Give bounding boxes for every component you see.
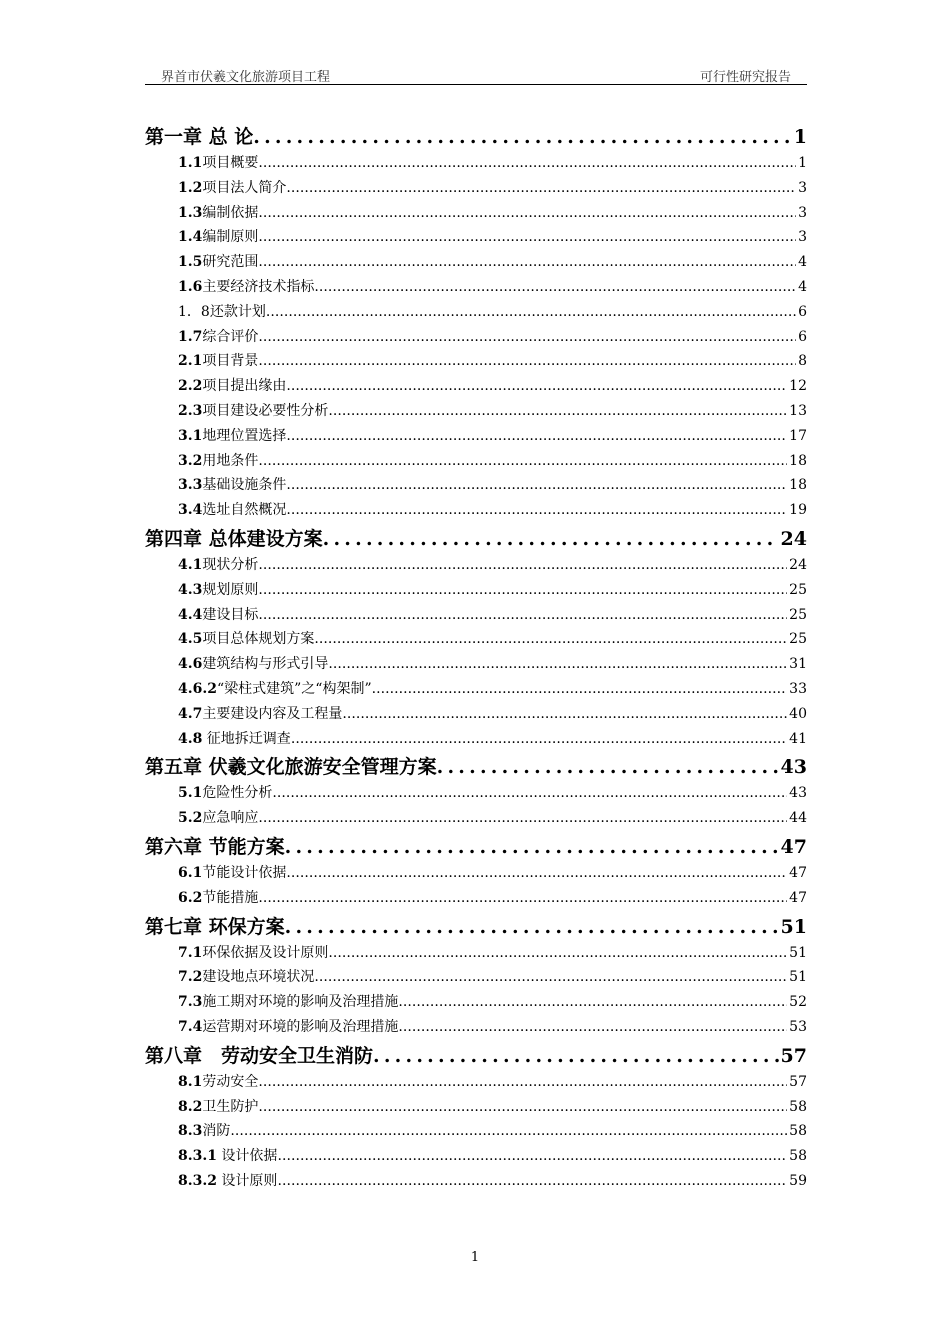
toc-entry-label [145,554,258,574]
toc-entry-number: 2.3 [178,402,203,419]
toc-entry-label [145,400,328,420]
toc-entry-number: 3.2 [178,452,203,469]
toc-section-entry[interactable] [145,400,807,425]
toc-entry-title: 第八章 劳动安全卫生消防 [145,1044,374,1067]
toc-entry-number: 2.2 [178,378,203,395]
toc-chapter-entry[interactable] [145,524,807,554]
toc-entry-page: 43 [780,756,807,779]
toc-entry-page: 4 [798,278,807,295]
toc-entry-title: 第五章 伏羲文化旅游安全管理方案 [145,756,437,779]
toc-entry-label [145,1120,230,1140]
toc-section-entry[interactable] [145,202,807,227]
toc-entry-title: 施工期对环境的影响及治理措施 [202,994,399,1011]
toc-entry-title: 用地条件 [202,452,259,469]
toc-entry-title: 现状分析 [202,556,259,573]
toc-entry-label [145,202,258,222]
toc-dot-leader [286,180,796,196]
toc-entry-title: 建设地点环境状况 [202,969,315,986]
toc-dot-leader [328,656,787,672]
toc-entry-number: 4.3 [178,581,203,598]
toc-dot-leader [314,631,787,647]
toc-dot-leader [258,205,796,221]
toc-entry-label [145,832,285,859]
toc-dot-leader [258,1099,787,1115]
table-of-contents [145,122,807,1195]
toc-entry-number: 1.6 [178,278,203,295]
toc-entry-label [145,251,258,271]
toc-dot-leader [323,528,779,550]
toc-entry-title: 卫生防护 [202,1098,259,1115]
toc-chapter-entry[interactable] [145,752,807,782]
toc-entry-title: 地理位置选择 [202,427,287,444]
toc-dot-leader [258,155,796,171]
toc-dot-leader [372,681,788,697]
toc-entry-page: 51 [780,915,807,938]
toc-entry-title: 设计依据 [216,1148,278,1165]
toc-entry-page: 18 [789,477,807,494]
toc-entry-title: 项目法人简介 [202,179,287,196]
toc-entry-label [145,301,266,321]
toc-entry-label [145,782,272,802]
toc-entry-page: 44 [789,810,807,827]
toc-section-entry[interactable] [145,177,807,202]
toc-entry-number: 8.3 [178,1123,203,1140]
toc-entry-page: 52 [789,994,807,1011]
toc-section-entry[interactable] [145,782,807,807]
toc-entry-title: 项目概要 [202,155,259,171]
page-number: 1 [470,1250,480,1265]
toc-dot-leader [258,890,787,906]
header-report-type: 可行性研究报告 [699,70,791,85]
toc-entry-label [145,1096,258,1116]
toc-dot-leader [277,1173,787,1189]
toc-entry-page: 51 [789,969,807,986]
toc-dot-leader [398,994,787,1010]
toc-section-entry[interactable] [145,1120,807,1145]
toc-entry-label [145,991,398,1011]
toc-entry-page: 19 [789,502,807,519]
toc-entry-page: 47 [789,889,807,906]
toc-dot-leader [258,453,787,469]
toc-entry-page: 6 [798,303,807,320]
toc-chapter-entry[interactable] [145,122,807,152]
toc-entry-title: 编制依据 [202,204,259,221]
toc-entry-number: 1.3 [178,204,203,221]
toc-entry-label [145,942,328,962]
toc-entry-title: 征地拆迁调查 [202,730,291,747]
toc-section-entry[interactable] [145,226,807,251]
toc-entry-number: 2.1 [178,353,203,370]
toc-section-entry[interactable] [145,862,807,887]
toc-section-entry[interactable] [145,425,807,450]
toc-entry-number: 6.2 [178,889,203,906]
toc-entry-number: 8.3.2 [178,1172,217,1189]
toc-entry-title: “梁柱式建筑”之“构架制” [216,680,372,697]
toc-entry-title: 第一章 总 论 [145,126,254,148]
toc-entry-page: 47 [780,835,807,858]
toc-entry-page: 58 [789,1098,807,1115]
toc-entry-title: 项目背景 [202,353,259,370]
toc-entry-number: 4.5 [178,631,203,648]
toc-dot-leader [258,353,796,369]
toc-entry-label [145,499,286,519]
toc-entry-page: 51 [789,944,807,961]
toc-section-entry[interactable] [145,1145,807,1170]
toc-section-entry[interactable] [145,1016,807,1041]
toc-entry-page: 33 [789,680,807,697]
toc-entry-label [145,425,286,445]
toc-entry-page: 58 [789,1148,807,1165]
toc-entry-title: 规划原则 [202,581,259,598]
toc-entry-label [145,1071,258,1091]
toc-entry-number: 8.2 [178,1098,203,1115]
toc-section-entry[interactable] [145,887,807,912]
toc-entry-number: 8.3.1 [178,1148,217,1165]
toc-section-entry[interactable] [145,942,807,967]
toc-entry-label [145,807,258,827]
toc-section-entry[interactable] [145,678,807,703]
toc-dot-leader [258,1074,787,1090]
toc-entry-page: 24 [780,527,807,550]
toc-entry-title: 主要经济技术指标 [202,278,315,295]
toc-section-entry[interactable] [145,375,807,400]
toc-entry-label [145,350,258,370]
toc-entry-title: 节能设计依据 [202,864,287,881]
toc-chapter-entry[interactable] [145,1041,807,1071]
toc-entry-number: 3.4 [178,502,203,519]
toc-entry-title: 消防 [202,1123,231,1140]
toc-entry-label [145,678,372,698]
toc-entry-label [145,862,286,882]
toc-dot-leader [258,582,787,598]
toc-entry-label [145,375,286,395]
toc-dot-leader [286,378,787,394]
toc-dot-leader [286,502,787,518]
toc-entry-title: 运营期对环境的影响及治理措施 [202,1018,399,1035]
toc-section-entry[interactable] [145,1071,807,1096]
toc-section-entry[interactable] [145,1170,807,1195]
toc-dot-leader [285,836,779,858]
toc-entry-page: 3 [798,179,807,196]
toc-entry-title: 建筑结构与形式引导 [202,656,329,673]
toc-section-entry[interactable] [145,991,807,1016]
toc-entry-title: 研究范围 [202,254,259,271]
toc-entry-number: 8.1 [178,1073,203,1090]
toc-entry-label [145,474,286,494]
toc-entry-number: 1.5 [178,254,203,271]
toc-entry-number: 4.1 [178,556,203,573]
toc-dot-leader [314,969,787,985]
toc-entry-number: 1.2 [178,179,203,196]
toc-entry-page: 41 [789,730,807,747]
toc-entry-number: 4.8 [178,730,203,747]
toc-entry-title: 第七章 环保方案 [145,915,285,938]
toc-dot-leader [286,865,787,881]
toc-entry-label [145,604,258,624]
toc-dot-leader [286,428,787,444]
toc-entry-label [145,1170,277,1190]
toc-section-entry[interactable] [145,604,807,629]
toc-entry-label [145,326,258,346]
toc-dot-leader [258,810,787,826]
toc-entry-label [145,752,437,779]
toc-section-entry[interactable] [145,450,807,475]
toc-section-entry[interactable] [145,807,807,832]
toc-entry-page: 1 [793,126,807,148]
toc-entry-title: 节能措施 [202,889,259,906]
toc-dot-leader [258,229,796,245]
toc-entry-label [145,579,258,599]
toc-entry-page: 3 [798,204,807,221]
toc-dot-leader [328,403,787,419]
toc-section-entry[interactable] [145,628,807,653]
toc-entry-page: 47 [789,864,807,881]
toc-entry-label [145,450,258,470]
toc-entry-page: 57 [789,1073,807,1090]
toc-entry-number: 1.7 [178,328,203,345]
toc-dot-leader [398,1019,787,1035]
toc-entry-title: 项目建设必要性分析 [202,402,329,419]
toc-entry-page: 4 [798,254,807,271]
toc-section-entry[interactable] [145,728,807,753]
toc-entry-label [145,912,285,939]
toc-entry-page: 40 [789,705,807,722]
toc-entry-page: 58 [789,1123,807,1140]
toc-section-entry[interactable] [145,350,807,375]
toc-dot-leader [272,785,787,801]
toc-entry-page: 57 [780,1044,807,1067]
toc-section-entry[interactable] [145,326,807,351]
toc-entry-page: 59 [789,1172,807,1189]
toc-entry-title: 综合评价 [202,328,259,345]
toc-entry-number: 3.1 [178,427,203,444]
toc-entry-title: 第六章 节能方案 [145,835,285,858]
toc-entry-title: 选址自然概况 [202,502,287,519]
toc-entry-label [145,524,323,551]
toc-dot-leader [286,477,787,493]
toc-entry-label [145,1041,373,1068]
toc-entry-number: 5.2 [178,810,203,827]
toc-entry-number: 4.7 [178,705,203,722]
toc-dot-leader [342,706,787,722]
toc-entry-page: 43 [789,785,807,802]
toc-entry-title: 基础设施条件 [202,477,287,494]
toc-entry-label [145,122,253,149]
toc-dot-leader [373,1045,779,1067]
toc-entry-label [145,226,258,246]
toc-entry-title: 危险性分析 [202,785,273,802]
toc-entry-label [145,152,258,172]
toc-dot-leader [230,1123,787,1139]
toc-entry-number: 7.1 [178,944,203,961]
toc-dot-leader [277,1148,787,1164]
toc-section-entry[interactable] [145,474,807,499]
toc-entry-label [145,653,328,673]
toc-entry-title: 设计原则 [216,1172,278,1189]
toc-entry-page: 25 [789,606,807,623]
toc-entry-number: 4.6.2 [178,680,217,697]
toc-entry-title: 编制原则 [202,229,259,246]
toc-entry-number: 5.1 [178,785,203,802]
toc-entry-page: 12 [789,378,807,395]
toc-entry-label [145,966,314,986]
toc-entry-page: 31 [789,656,807,673]
header-project-title: 界首市伏羲文化旅游项目工程 [161,70,331,85]
toc-entry-label [145,628,314,648]
toc-dot-leader [314,279,796,295]
toc-entry-number: 7.4 [178,1018,203,1035]
toc-entry-page: 24 [789,556,807,573]
toc-dot-leader [258,329,796,345]
toc-entry-title: 项目提出缘由 [202,378,287,395]
toc-section-entry[interactable] [145,703,807,728]
toc-dot-leader [291,731,787,747]
toc-entry-label [145,728,291,748]
toc-dot-leader [437,756,779,778]
toc-entry-number: 6.1 [178,864,203,881]
toc-entry-number: 7.2 [178,969,203,986]
toc-entry-label [145,887,258,907]
toc-entry-label [145,177,286,197]
toc-entry-label [145,1016,398,1036]
toc-entry-title: 环保依据及设计原则 [202,944,329,961]
toc-entry-page: 53 [789,1018,807,1035]
toc-entry-title: 建设目标 [202,606,259,623]
toc-dot-leader [253,126,792,148]
toc-section-entry[interactable] [145,554,807,579]
toc-chapter-entry[interactable] [145,912,807,942]
toc-entry-title: 还款计划 [209,303,266,320]
toc-entry-label [145,276,314,296]
toc-entry-title: 项目总体规划方案 [202,631,315,648]
toc-entry-number: 1.1 [178,155,203,171]
toc-entry-page: 25 [789,581,807,598]
toc-section-entry[interactable] [145,152,807,177]
toc-entry-page: 13 [789,402,807,419]
toc-entry-number: 3.3 [178,477,203,494]
toc-entry-number: 1.4 [178,229,203,246]
toc-entry-title: 劳动安全 [202,1073,259,1090]
toc-entry-title: 第四章 总体建设方案 [145,527,323,550]
toc-entry-title: 主要建设内容及工程量 [202,705,343,722]
toc-dot-leader [328,945,787,961]
toc-entry-label [145,1145,277,1165]
toc-section-entry[interactable] [145,301,807,326]
toc-entry-page: 18 [789,452,807,469]
toc-entry-number: 1．8 [178,303,210,320]
toc-entry-page: 17 [789,427,807,444]
toc-entry-page: 6 [798,328,807,345]
toc-section-entry[interactable] [145,499,807,524]
toc-dot-leader [285,916,779,938]
toc-entry-number: 4.4 [178,606,203,623]
toc-entry-number: 7.3 [178,994,203,1011]
toc-entry-title: 应急响应 [202,810,259,827]
toc-entry-page: 3 [798,229,807,246]
toc-entry-page: 1 [798,155,807,171]
toc-section-entry[interactable] [145,579,807,604]
toc-section-entry[interactable] [145,1096,807,1121]
toc-section-entry[interactable] [145,251,807,276]
toc-dot-leader [258,557,787,573]
toc-chapter-entry[interactable] [145,832,807,862]
toc-dot-leader [266,304,796,320]
toc-entry-page: 8 [798,353,807,370]
toc-entry-label [145,703,342,723]
page-header [145,66,807,85]
toc-section-entry[interactable] [145,276,807,301]
toc-section-entry[interactable] [145,966,807,991]
toc-dot-leader [258,254,796,270]
toc-dot-leader [258,607,787,623]
toc-entry-number: 4.6 [178,656,203,673]
toc-section-entry[interactable] [145,653,807,678]
toc-entry-page: 25 [789,631,807,648]
